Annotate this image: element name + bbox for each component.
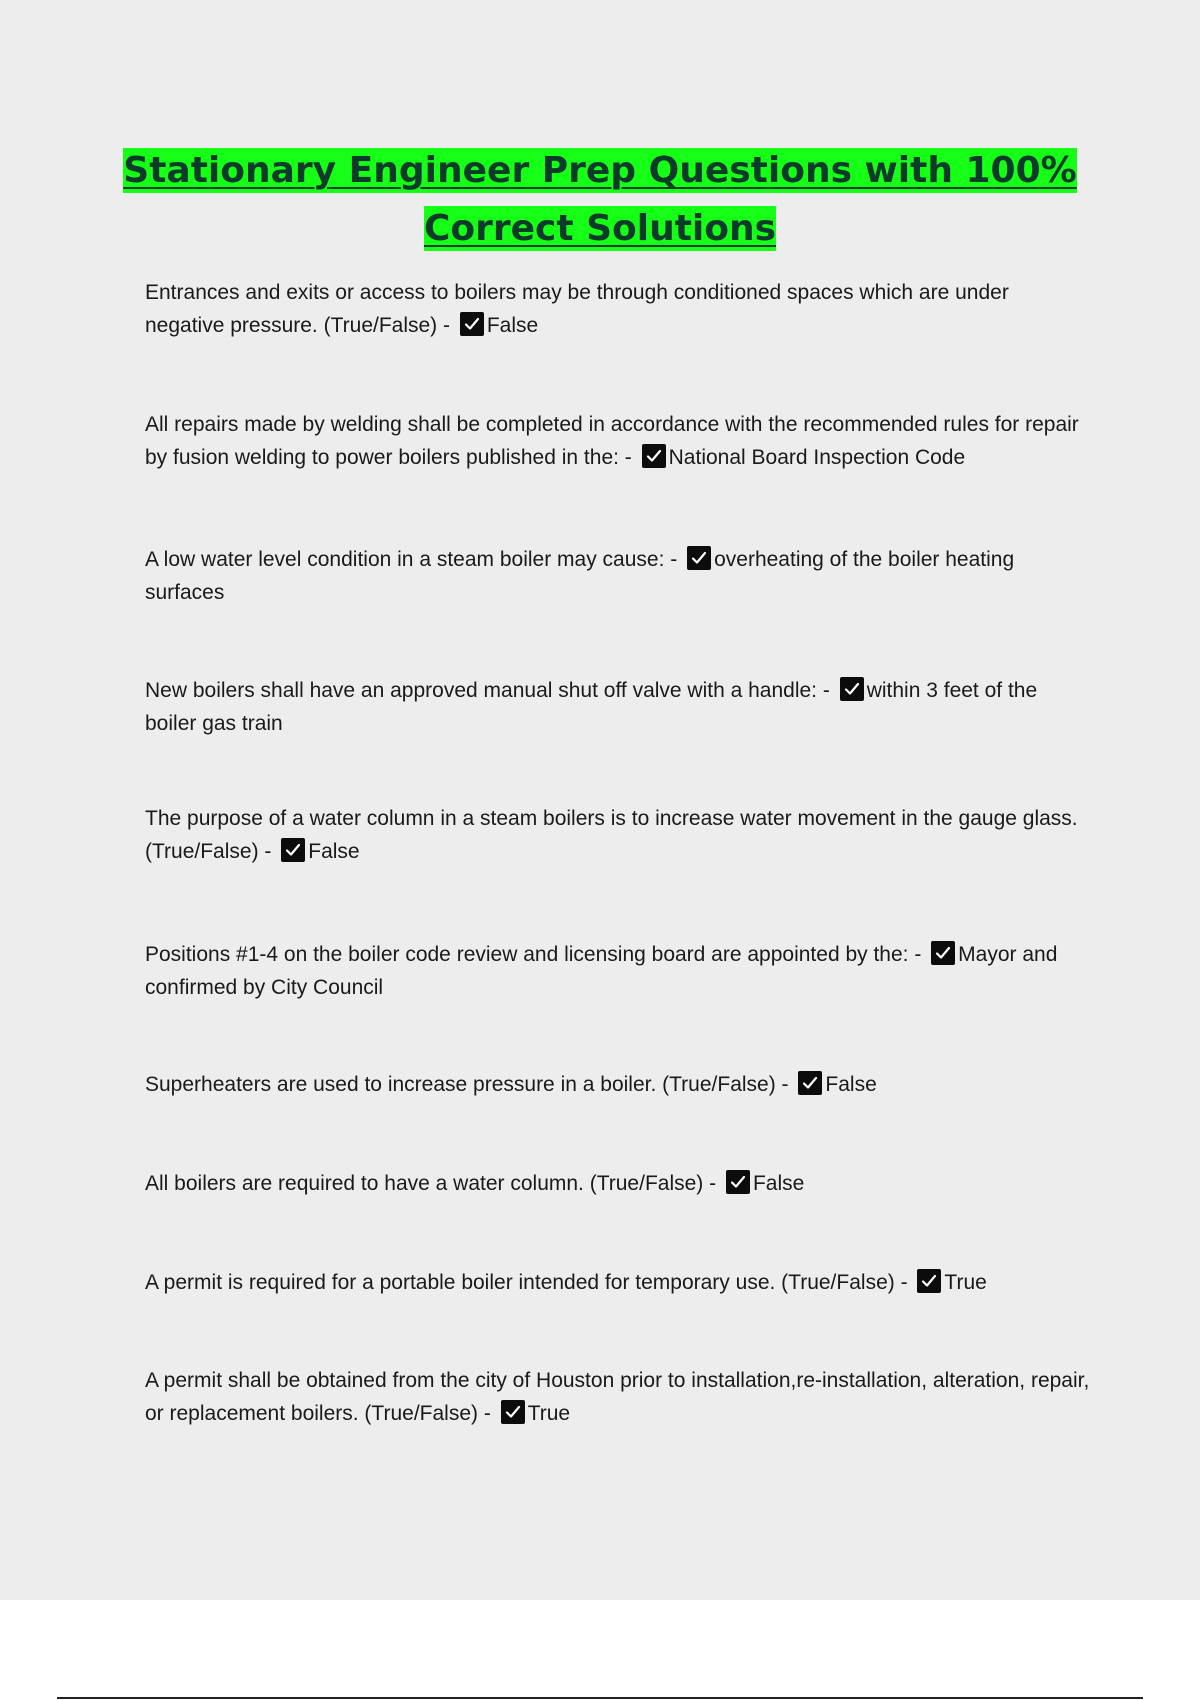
title-text: Stationary Engineer Prep Questions with 100% Correct Solutions: [123, 150, 1077, 249]
qa-item: [145, 408, 1090, 474]
footer-divider: [57, 1697, 1143, 1699]
qa-item: [145, 1167, 1090, 1200]
answer-text: False: [752, 1172, 805, 1195]
separator: -: [664, 548, 684, 571]
check-mark-icon: [840, 677, 864, 701]
answer-text: False: [486, 314, 539, 337]
qa-item: [145, 802, 1090, 868]
answer-text: National Board Inspection Code: [668, 446, 966, 469]
qa-item: [145, 938, 1090, 1004]
qa-item: [145, 276, 1090, 342]
question-text: A low water level condition in a steam boiler may cause:: [145, 548, 665, 571]
qa-item: [145, 543, 1090, 609]
answer-text: within 3 feet of the boiler gas train: [145, 679, 1038, 735]
separator: -: [703, 1172, 722, 1195]
answer-text: False: [825, 1073, 877, 1096]
qa-item: [145, 1068, 1090, 1101]
answer-text: True: [944, 1271, 987, 1294]
check-mark-icon: [917, 1269, 941, 1293]
answer-text: overheating of the boiler heating surfaces: [145, 548, 1015, 604]
check-mark-icon: [931, 941, 955, 965]
question-text: A permit is required for a portable boiler intended for temporary use. (True/False): [145, 1271, 895, 1294]
question-text: All repairs made by welding shall be completed in accordance with the recommended rules for repair by fusion welding to power boilers published in the:: [145, 413, 1079, 469]
check-mark-icon: [281, 838, 305, 862]
separator: -: [437, 314, 456, 337]
qa-item: [145, 1266, 1090, 1299]
document-title: [100, 142, 1100, 258]
question-text: Positions #1-4 on the boiler code review and licensing board are appointed by the:: [145, 943, 909, 966]
question-text: All boilers are required to have a water column. (True/False): [145, 1172, 704, 1195]
separator: -: [478, 1402, 497, 1425]
check-mark-icon: [642, 444, 666, 468]
qa-item: [145, 674, 1090, 740]
check-mark-icon: [687, 546, 711, 570]
check-mark-icon: [501, 1400, 525, 1424]
answer-text: Mayor and confirmed by City Council: [145, 943, 1058, 999]
separator: -: [817, 679, 836, 702]
separator: -: [908, 943, 928, 966]
separator: -: [258, 840, 278, 863]
separator: -: [618, 446, 638, 469]
question-text: New boilers shall have an approved manual shut off valve with a handle:: [145, 679, 818, 702]
question-text: A permit shall be obtained from the city of Houston prior to installation,re-installation, alteration, repair, or replacement boilers. (True/False): [145, 1369, 1090, 1425]
question-text: Entrances and exits or access to boilers may be through conditioned spaces which are under negative pressure. (True/False): [145, 281, 1009, 337]
answer-text: False: [308, 840, 360, 863]
check-mark-icon: [460, 312, 484, 336]
separator: -: [775, 1073, 795, 1096]
question-text: The purpose of a water column in a steam boilers is to increase water movement in the gauge glass. (True/False): [145, 807, 1078, 863]
answer-text: True: [527, 1402, 571, 1425]
question-text: Superheaters are used to increase pressure in a boiler. (True/False): [145, 1073, 776, 1096]
separator: -: [894, 1271, 914, 1294]
check-mark-icon: [798, 1071, 822, 1095]
check-mark-icon: [726, 1170, 750, 1194]
qa-item: [145, 1364, 1090, 1430]
